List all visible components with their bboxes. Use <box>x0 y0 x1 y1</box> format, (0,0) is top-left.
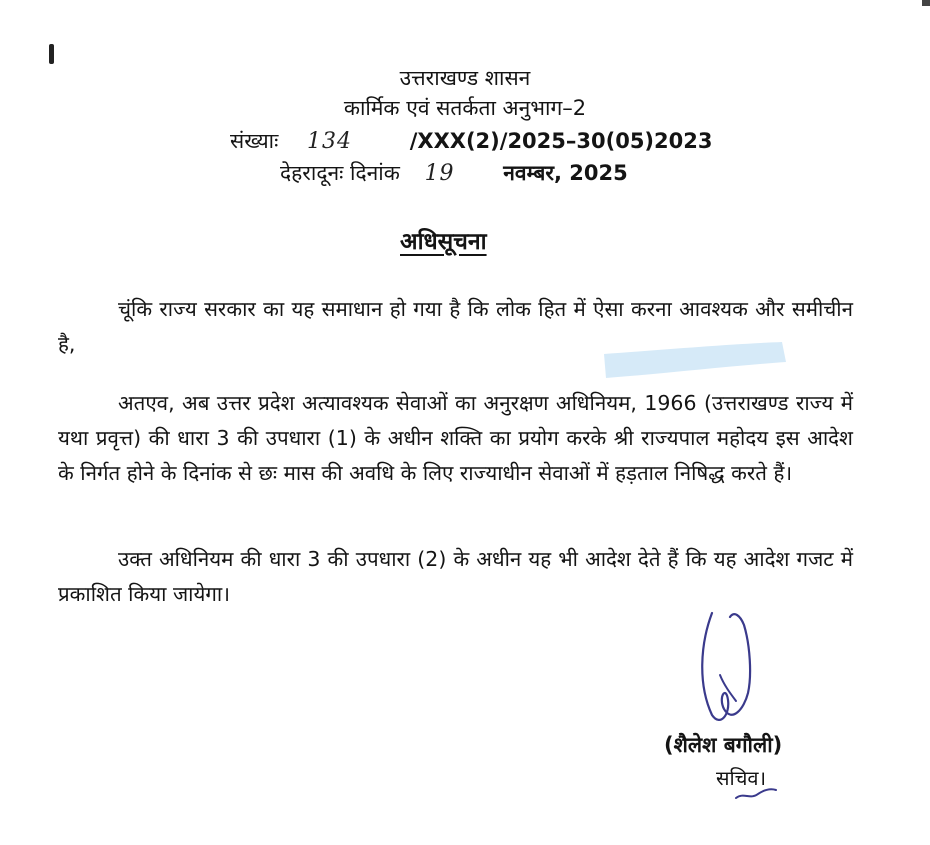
date-line <box>280 158 628 189</box>
reference-number-line <box>230 126 712 157</box>
notification-title: अधिसूचना <box>400 229 487 255</box>
signature <box>690 605 780 730</box>
signatory-name: (शैलेश बगौली) <box>664 733 783 757</box>
handwritten-date: 19 <box>424 161 455 186</box>
number-label: संख्याः <box>230 129 279 153</box>
initial-mark <box>732 784 782 804</box>
margin-dot <box>49 44 54 64</box>
department-name: कार्मिक एवं सतर्कता अनुभाग–2 <box>343 96 587 120</box>
corner-mark <box>922 0 930 6</box>
paragraph-3: उक्त अधिनियम की धारा 3 की उपधारा (2) के अधीन यह भी आदेश देते हैं कि यह आदेश गजट में प्रकाशित किया जायेगा। <box>58 547 853 606</box>
government-name: उत्तराखण्ड शासन <box>399 66 531 90</box>
place-date-label: देहरादूनः दिनांक <box>280 161 400 185</box>
month-year: नवम्बर, 2025 <box>503 161 628 185</box>
signatory-designation: सचिव। <box>716 766 767 790</box>
reference-code: /XXX(2)/2025–30(05)2023 <box>409 129 713 153</box>
paragraph-2: अतएव, अब उत्तर प्रदेश अत्यावश्यक सेवाओं का अनुरक्षण अधिनियम, 1966 (उत्तराखण्ड राज्य में यथा प्रवृत्त) की धारा 3 की उपधारा (1) के अधीन शक्ति का प्रयोग करके श्री राज्यपाल महोदय इस आदेश के निर्गत होने के दिनांक से छः मास की अवधि के लिए राज्याधीन सेवाओं में हड़ताल निषिद्ध करते हैं। <box>58 391 853 485</box>
handwritten-number: 134 <box>307 129 353 154</box>
paragraph-1: चूंकि राज्य सरकार का यह समाधान हो गया है कि लोक हित में ऐसा करना आवश्यक और समीचीन है, <box>58 297 853 356</box>
